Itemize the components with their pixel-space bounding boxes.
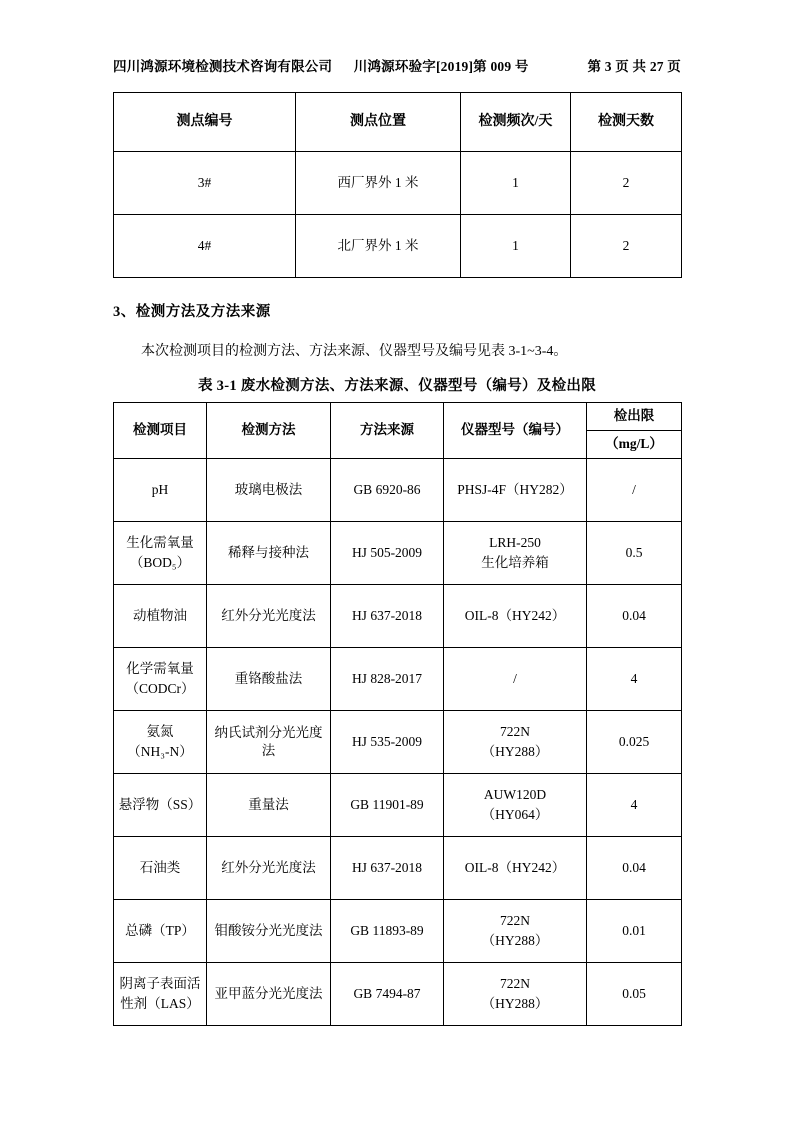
item-line-1: 生化需氧量 bbox=[126, 535, 194, 551]
instrument-line-2: （HY288） bbox=[481, 996, 549, 1011]
cell-instrument bbox=[444, 522, 587, 585]
cell-detection-method: 钼酸铵分光光度法 bbox=[207, 900, 331, 963]
cell-instrument bbox=[444, 648, 587, 711]
cell-instrument bbox=[444, 585, 587, 648]
table-row bbox=[114, 711, 682, 774]
item-line-2: 性剂（LAS） bbox=[120, 996, 200, 1011]
cell-method-source: HJ 828-2017 bbox=[331, 648, 444, 711]
cell-detection-method: 红外分光光度法 bbox=[207, 585, 331, 648]
table-row bbox=[114, 152, 682, 215]
cell-point-location: 西厂界外 1 米 bbox=[296, 152, 461, 215]
table-row bbox=[114, 648, 682, 711]
item-line-1: 总磷（TP） bbox=[125, 922, 195, 938]
page-header bbox=[113, 55, 681, 75]
table-row bbox=[114, 963, 682, 1026]
col-detection-item: 检测项目 bbox=[114, 403, 207, 459]
table-row bbox=[114, 774, 682, 837]
item-line-1: 阴离子表面活 bbox=[119, 976, 201, 992]
cell-instrument bbox=[444, 900, 587, 963]
cell-method-source: HJ 535-2009 bbox=[331, 711, 444, 774]
col-frequency: 检测频次/天 bbox=[461, 93, 571, 152]
cell-instrument bbox=[444, 963, 587, 1026]
cell-detection-limit: / bbox=[587, 459, 682, 522]
cell-detection-item bbox=[114, 711, 207, 774]
item-line-2: （CODCr） bbox=[125, 681, 195, 696]
table-caption: 表 3-1 废水检测方法、方法来源、仪器型号（编号）及检出限 bbox=[197, 378, 597, 394]
instrument-line-1: LRH-250 bbox=[489, 535, 541, 551]
instrument-line-2: （HY288） bbox=[481, 744, 549, 759]
instrument-line-1: PHSJ-4F（HY282） bbox=[457, 481, 573, 497]
col-detection-method: 检测方法 bbox=[207, 403, 331, 459]
cell-detection-limit: 4 bbox=[587, 774, 682, 837]
cell-method-source: HJ 637-2018 bbox=[331, 585, 444, 648]
cell-detection-item bbox=[114, 459, 207, 522]
cell-instrument bbox=[444, 774, 587, 837]
item-line-1: 悬浮物（SS） bbox=[118, 796, 202, 812]
cell-detection-method: 亚甲蓝分光光度法 bbox=[207, 963, 331, 1026]
col-detection-limit: 检出限 bbox=[587, 403, 682, 431]
cell-point-id: 3# bbox=[114, 152, 296, 215]
cell-method-source: HJ 505-2009 bbox=[331, 522, 444, 585]
cell-point-id: 4# bbox=[114, 215, 296, 278]
cell-days: 2 bbox=[571, 215, 682, 278]
item-line-1: 石油类 bbox=[139, 859, 181, 875]
cell-detection-item bbox=[114, 774, 207, 837]
cell-method-source: HJ 637-2018 bbox=[331, 837, 444, 900]
cell-detection-method: 纳氏试剂分光光度法 bbox=[207, 711, 331, 774]
cell-detection-method: 玻璃电极法 bbox=[207, 459, 331, 522]
section-heading: 3、检测方法及方法来源 bbox=[113, 304, 271, 320]
col-method-source: 方法来源 bbox=[331, 403, 444, 459]
cell-detection-item bbox=[114, 963, 207, 1026]
item-line-1: 氨氮 bbox=[146, 724, 174, 740]
cell-point-location: 北厂界外 1 米 bbox=[296, 215, 461, 278]
item-line-2: （BOD₅） bbox=[129, 555, 191, 570]
table-row bbox=[114, 585, 682, 648]
col-days: 检测天数 bbox=[571, 93, 682, 152]
cell-frequency: 1 bbox=[461, 215, 571, 278]
cell-detection-limit: 0.04 bbox=[587, 837, 682, 900]
cell-detection-item bbox=[114, 837, 207, 900]
instrument-line-1: 722N bbox=[500, 724, 530, 740]
item-line-1: pH bbox=[151, 481, 169, 497]
cell-detection-limit: 0.05 bbox=[587, 963, 682, 1026]
cell-detection-item bbox=[114, 585, 207, 648]
header-report-number: 川鸿源环验字[2019]第 009 号 bbox=[353, 59, 529, 74]
instrument-line-2: 生化培养箱 bbox=[481, 555, 549, 570]
cell-method-source: GB 6920-86 bbox=[331, 459, 444, 522]
cell-detection-method: 红外分光光度法 bbox=[207, 837, 331, 900]
item-line-2: （NH₃-N） bbox=[127, 744, 193, 759]
cell-detection-limit: 0.01 bbox=[587, 900, 682, 963]
col-detection-limit-unit: （mg/L） bbox=[587, 431, 682, 459]
instrument-line-2: （HY064） bbox=[481, 807, 549, 822]
cell-detection-method: 稀释与接种法 bbox=[207, 522, 331, 585]
table-row bbox=[114, 522, 682, 585]
section-paragraph: 本次检测项目的检测方法、方法来源、仪器型号及编号见表 3-1~3-4。 bbox=[141, 344, 568, 359]
cell-detection-item bbox=[114, 648, 207, 711]
instrument-line-1: / bbox=[513, 670, 517, 686]
measurement-points-table bbox=[113, 92, 682, 278]
cell-detection-method: 重铬酸盐法 bbox=[207, 648, 331, 711]
table-row bbox=[114, 837, 682, 900]
table-header-row bbox=[114, 403, 682, 431]
instrument-line-1: OIL-8（HY242） bbox=[464, 859, 566, 875]
cell-detection-method: 重量法 bbox=[207, 774, 331, 837]
cell-detection-limit: 0.5 bbox=[587, 522, 682, 585]
item-line-1: 化学需氧量 bbox=[126, 661, 194, 677]
cell-detection-item bbox=[114, 900, 207, 963]
detection-methods-table bbox=[113, 402, 682, 1026]
cell-detection-limit: 4 bbox=[587, 648, 682, 711]
cell-method-source: GB 11893-89 bbox=[331, 900, 444, 963]
item-line-1: 动植物油 bbox=[133, 607, 187, 623]
table-row bbox=[114, 459, 682, 522]
cell-detection-limit: 0.04 bbox=[587, 585, 682, 648]
table-header-row bbox=[114, 93, 682, 152]
col-point-location: 测点位置 bbox=[296, 93, 461, 152]
col-instrument-model: 仪器型号（编号） bbox=[444, 403, 587, 459]
instrument-line-1: AUW120D bbox=[483, 787, 547, 803]
cell-detection-limit: 0.025 bbox=[587, 711, 682, 774]
cell-days: 2 bbox=[571, 152, 682, 215]
table-row bbox=[114, 900, 682, 963]
cell-instrument bbox=[444, 837, 587, 900]
cell-method-source: GB 7494-87 bbox=[331, 963, 444, 1026]
table-row bbox=[114, 215, 682, 278]
instrument-line-1: 722N bbox=[500, 913, 530, 929]
cell-instrument bbox=[444, 711, 587, 774]
cell-method-source: GB 11901-89 bbox=[331, 774, 444, 837]
instrument-line-1: OIL-8（HY242） bbox=[464, 607, 566, 623]
instrument-line-1: 722N bbox=[500, 976, 530, 992]
page-number: 第 3 页 共 27 页 bbox=[587, 59, 681, 74]
cell-frequency: 1 bbox=[461, 152, 571, 215]
cell-instrument bbox=[444, 459, 587, 522]
header-company: 四川鸿源环境检测技术咨询有限公司 bbox=[113, 59, 333, 74]
cell-detection-item bbox=[114, 522, 207, 585]
col-point-id: 测点编号 bbox=[114, 93, 296, 152]
instrument-line-2: （HY288） bbox=[481, 933, 549, 948]
